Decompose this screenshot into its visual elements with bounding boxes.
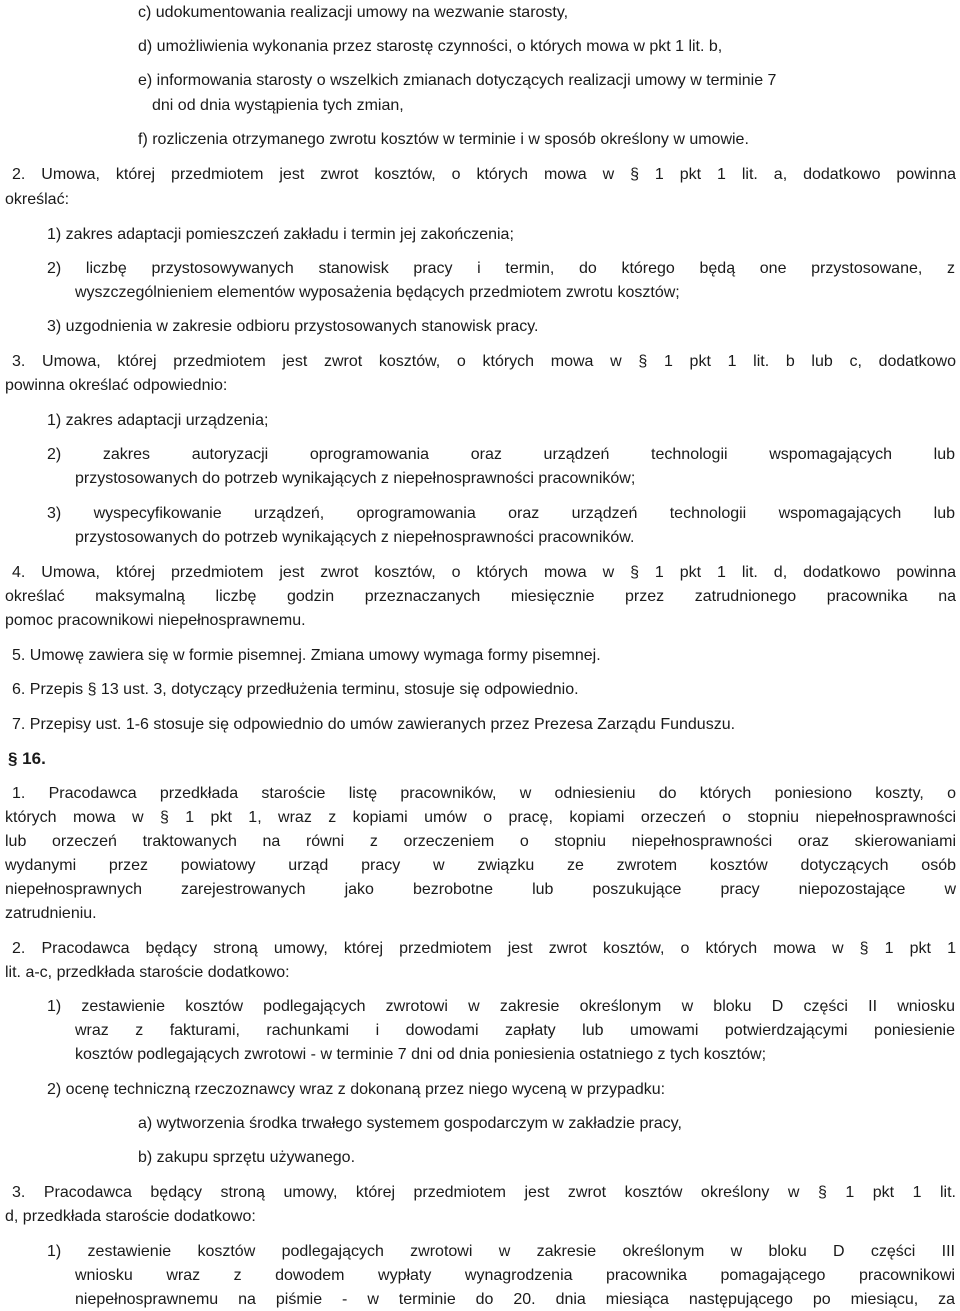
text-line: f) rozliczenia otrzymanego zwrotu kosztów w terminie i w sposób określony w umowie.	[138, 131, 749, 148]
text-line: 2. Pracodawca będący stroną umowy, której przedmiotem jest zwrot kosztów, o których mowa w § 1 pkt 1	[12, 940, 956, 957]
text-line: 6. Przepis § 13 ust. 3, dotyczący przedłużenia terminu, stosuje się odpowiednio.	[12, 681, 579, 698]
section-heading: § 16.	[8, 749, 46, 768]
text-line: 4. Umowa, której przedmiotem jest zwrot kosztów, o których mowa w § 1 pkt 1 lit. d, dodatkowo powinna	[12, 564, 956, 581]
text-line: 1) zakres adaptacji urządzenia;	[47, 412, 269, 429]
text-line: a) wytworzenia środka trwałego systemem gospodarczym w zakładzie pracy,	[138, 1115, 682, 1132]
text-line: 2) ocenę techniczną rzeczoznawcy wraz z dokonaną przez niego wyceną w przypadku:	[47, 1081, 666, 1098]
text-line: 2) liczbę przystosowywanych stanowisk pracy i termin, do którego będą one przystosowane, z	[47, 260, 955, 277]
text-line: 1) zakres adaptacji pomieszczeń zakładu i termin jej zakończenia;	[47, 226, 514, 243]
text-line: pomoc pracownikowi niepełnosprawnemu.	[5, 612, 306, 629]
text-line: b) zakupu sprzętu używanego.	[138, 1149, 356, 1166]
text-line: niepełnosprawnemu na piśmie - w terminie do 20. dnia miesiąca następującego po miesiącu, za	[75, 1291, 955, 1308]
text-line: wraz z fakturami, rachunkami i dowodami zapłaty lub umowami potwierdzającymi poniesienie	[75, 1022, 955, 1039]
text-line: 1) zestawienie kosztów podlegających zwrotowi w zakresie określonym w bloku D części III	[47, 1243, 955, 1260]
text-line: 2. Umowa, której przedmiotem jest zwrot kosztów, o których mowa w § 1 pkt 1 lit. a, dodatkowo powinna	[12, 166, 956, 183]
text-line: 1. Pracodawca przedkłada staroście listę pracowników, w odniesieniu do których poniesiono koszty, o	[12, 785, 956, 802]
text-line: 3) wyspecyfikowanie urządzeń, oprogramowania oraz urządzeń technologii wspomagających lub	[47, 505, 955, 522]
text-line: 2) zakres autoryzacji oprogramowania oraz urządzeń technologii wspomagających lub	[47, 446, 955, 463]
text-line: 7. Przepisy ust. 1-6 stosuje się odpowiednio do umów zawieranych przez Prezesa Zarządu Funduszu.	[12, 716, 736, 733]
text-line: których mowa w § 1 pkt 1, wraz z kopiami umów o pracę, kopiami orzeczeń o stopniu niepełnosprawności	[5, 809, 956, 826]
text-line: lub orzeczeń traktowanych na równi z orzeczeniem o stopniu niepełnosprawności oraz skierowaniami	[5, 833, 956, 850]
text-line: d, przedkłada staroście dodatkowo:	[5, 1208, 256, 1225]
text-line: dni od dnia wystąpienia tych zmian,	[152, 97, 404, 114]
text-line: lit. a-c, przedkłada staroście dodatkowo:	[5, 964, 290, 981]
text-line: c) udokumentowania realizacji umowy na wezwanie starosty,	[138, 4, 569, 21]
text-line: kosztów podlegających zwrotowi - w terminie 7 dni od dnia poniesienia ostatniego z tych kosztów;	[75, 1046, 767, 1063]
text-line: 3) uzgodnienia w zakresie odbioru przystosowanych stanowisk pracy.	[47, 318, 539, 335]
text-line: wniosku wraz z dowodem wypłaty wynagrodzenia pracownika pomagającego pracownikowi	[75, 1267, 955, 1284]
text-line: 3. Umowa, której przedmiotem jest zwrot kosztów, o których mowa w § 1 pkt 1 lit. b lub c, dodatkowo	[12, 353, 956, 370]
text-line: powinna określać odpowiednio:	[5, 377, 228, 394]
text-line: 5. Umowę zawiera się w formie pisemnej. Zmiana umowy wymaga formy pisemnej.	[12, 647, 601, 664]
text-line: wyszczególnieniem elementów wyposażenia będących przedmiotem zwrotu kosztów;	[75, 284, 680, 301]
text-line: zatrudnieniu.	[5, 905, 97, 922]
text-line: określać:	[5, 191, 70, 208]
text-line: e) informowania starosty o wszelkich zmianach dotyczących realizacji umowy w terminie 7	[138, 72, 777, 89]
text-line: wydanymi przez powiatowy urząd pracy w związku ze zwrotem kosztów dotyczących osób	[5, 857, 956, 874]
text-line: niepełnosprawnych zarejestrowanych jako bezrobotne lub poszukujące pracy niepozostające w	[5, 881, 956, 898]
text-line: określać maksymalną liczbę godzin przeznaczanych miesięcznie przez zatrudnionego pracownika na	[5, 588, 956, 605]
text-line: 3. Pracodawca będący stroną umowy, której przedmiotem jest zwrot kosztów określony w § 1 pkt 1 lit.	[12, 1184, 956, 1201]
text-line: d) umożliwienia wykonania przez starostę czynności, o których mowa w pkt 1 lit. b,	[138, 38, 723, 55]
text-line: przystosowanych do potrzeb wynikających z niepełnosprawności pracowników;	[75, 470, 636, 487]
text-line: przystosowanych do potrzeb wynikających z niepełnosprawności pracowników.	[75, 529, 635, 546]
text-line: 1) zestawienie kosztów podlegających zwrotowi w zakresie określonym w bloku D części II wniosku	[47, 998, 955, 1015]
